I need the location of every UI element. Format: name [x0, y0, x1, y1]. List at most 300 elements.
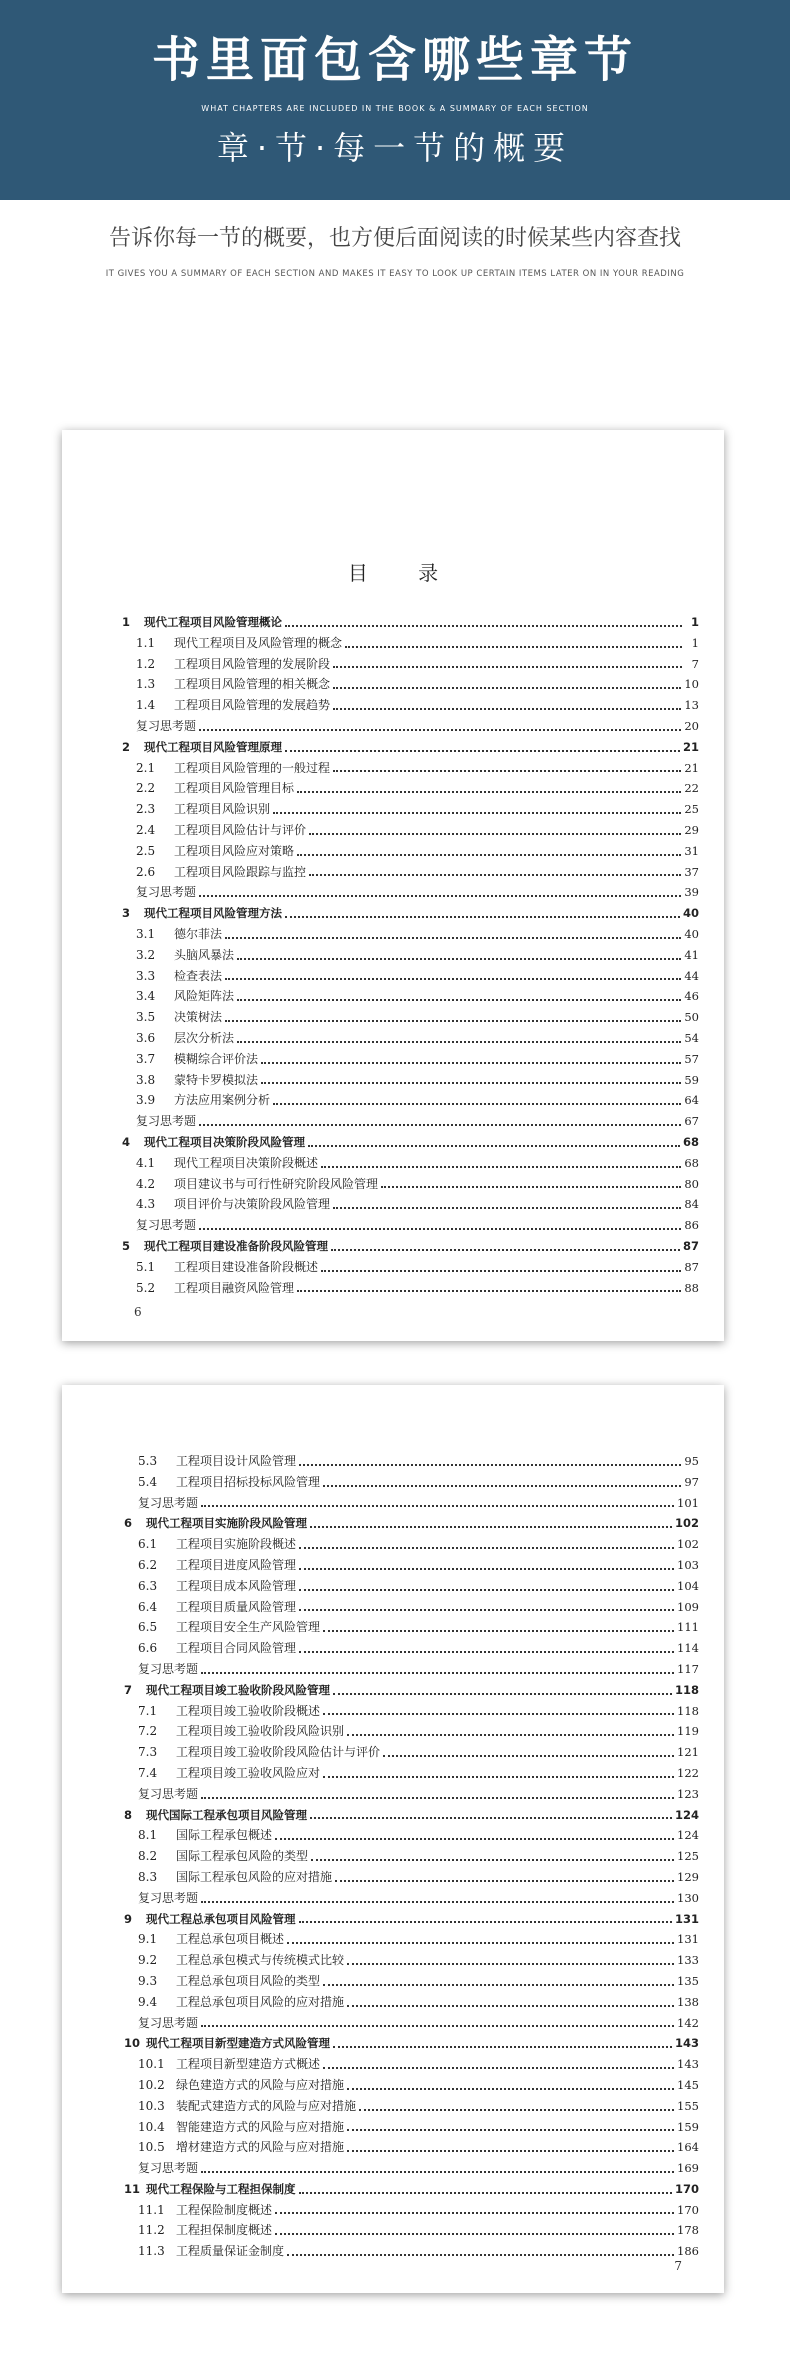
entry-page-number: 145: [677, 2077, 699, 2092]
toc-section-entry: [124, 2137, 699, 2158]
entry-page-number: 41: [684, 947, 699, 962]
entry-page-number: 22: [684, 781, 699, 796]
entry-title: 工程项目招标投标风险管理: [176, 1474, 321, 1489]
entry-number: 9.1: [138, 1932, 158, 1947]
dot-leader: [323, 1776, 674, 1778]
entry-number: 5.2: [136, 1280, 156, 1295]
entry-page-number: 31: [684, 843, 699, 858]
dot-leader: [299, 1921, 672, 1923]
dot-leader: [299, 1568, 674, 1570]
toc-section-entry: [124, 2220, 699, 2241]
entry-title: 工程担保制度概述: [176, 2223, 273, 2238]
entry-number: 3.7: [136, 1051, 156, 1066]
entry-page-number: 159: [677, 2119, 699, 2134]
entry-page-number: 87: [682, 1238, 699, 1253]
entry-page-number: 138: [677, 1994, 699, 2009]
entry-number: 10.2: [138, 2077, 165, 2092]
dot-leader: [333, 666, 682, 668]
dot-leader: [299, 1464, 681, 1466]
dot-leader: [308, 1145, 680, 1147]
banner-subtitle-cn: 章·节·每一节的概要: [216, 129, 574, 167]
entry-title: 风险矩阵法: [174, 989, 235, 1004]
toc-chapter-entry: [124, 1909, 699, 1930]
toc-section-entry: [124, 1846, 699, 1867]
toc-section-entry: [124, 1472, 699, 1493]
entry-title: 现代工程项目风险管理概论: [144, 615, 282, 629]
entry-title: 工程项目风险跟踪与监控: [174, 864, 307, 879]
entry-number: 3.4: [136, 989, 156, 1004]
entry-number: 5.3: [138, 1454, 158, 1468]
dot-leader: [323, 1630, 674, 1632]
dot-leader: [285, 625, 682, 627]
dot-leader: [225, 1020, 681, 1022]
banner-title: 书里面包含哪些章节: [151, 32, 638, 88]
entry-number: 4.3: [136, 1197, 156, 1212]
entry-title: 工程项目建设准备阶段概述: [174, 1259, 319, 1274]
toc-chapter-entry: [122, 1236, 699, 1257]
dot-leader: [333, 770, 681, 772]
entry-number: 3.9: [136, 1093, 156, 1108]
toc-heading: 目 录: [347, 561, 461, 585]
entry-title: 工程项目风险管理的相关概念: [174, 677, 331, 692]
dot-leader: [199, 729, 681, 731]
dot-leader: [299, 1609, 674, 1611]
entry-number: 6.3: [138, 1578, 158, 1593]
entry-number: 10.4: [138, 2119, 165, 2134]
entry-title: 工程项目安全生产风险管理: [176, 1620, 321, 1635]
toc-review-entry: [122, 1111, 699, 1132]
entry-page-number: 39: [684, 885, 699, 900]
toc-section-entry: [124, 1534, 699, 1555]
entry-number: 6.6: [138, 1641, 158, 1656]
entry-number: 3.3: [136, 968, 156, 983]
entry-page-number: 68: [684, 1155, 699, 1170]
dot-leader: [333, 2046, 672, 2048]
entry-number: 5.4: [138, 1474, 158, 1489]
entry-title: 工程项目合同风险管理: [176, 1641, 297, 1656]
entry-page-number: 67: [684, 1114, 699, 1129]
entry-title: 工程总承包项目概述: [176, 1932, 285, 1947]
dot-leader: [345, 646, 682, 648]
toc-section-entry: [122, 778, 699, 799]
entry-page-number: 40: [684, 926, 699, 941]
dot-leader: [299, 1547, 674, 1549]
entry-title: 工程质量保证金制度: [176, 2244, 285, 2259]
entry-number: 3.2: [136, 947, 156, 962]
toc-section-entry: [122, 758, 699, 779]
toc-review-entry: [124, 1493, 699, 1514]
entry-page-number: 130: [677, 1890, 699, 1905]
dot-leader: [287, 1942, 674, 1944]
toc-chapter-entry: [122, 903, 699, 924]
entry-page-number: 131: [674, 1911, 699, 1926]
toc-chapter-entry: [124, 1680, 699, 1701]
toc-list: [124, 1451, 699, 2262]
toc-section-entry: [124, 1929, 699, 1950]
entry-page-number: 122: [677, 1765, 699, 1780]
entry-title: 头脑风暴法: [174, 947, 235, 962]
entry-page-number: 103: [677, 1557, 699, 1572]
banner-subtitle-en: WHAT CHAPTERS ARE INCLUDED IN THE BOOK & A SUMMARY OF EACH SECTION: [201, 104, 589, 113]
entry-number: 10: [124, 2036, 141, 2051]
dot-leader: [261, 1082, 681, 1084]
entry-title: 工程项目融资风险管理: [174, 1280, 295, 1295]
toc-section-entry: [124, 2200, 699, 2221]
entry-title: 现代工程总承包项目风险管理: [146, 1911, 296, 1926]
toc-section-entry: [122, 695, 699, 716]
header-banner: [0, 0, 790, 200]
entry-page-number: 88: [684, 1280, 699, 1295]
entry-number: 2.1: [136, 760, 156, 775]
dot-leader: [311, 1859, 674, 1861]
intro-text-en: IT GIVES YOU A SUMMARY OF EACH SECTION AND MAKES IT EASY TO LOOK UP CERTAIN ITEMS LATER ON IN YOUR READING: [105, 269, 685, 279]
entry-title: 德尔菲法: [174, 926, 223, 941]
toc-chapter-entry: [124, 1513, 699, 1534]
entry-page-number: 114: [677, 1641, 699, 1656]
entry-title: 复习思考题: [136, 885, 197, 900]
entry-title: 工程项目成本风险管理: [176, 1578, 297, 1593]
dot-leader: [199, 1228, 681, 1230]
dot-leader: [299, 1651, 674, 1653]
toc-section-entry: [122, 1049, 699, 1070]
entry-number: 1: [122, 615, 131, 629]
toc-section-entry: [122, 1194, 699, 1215]
entry-title: 工程项目风险估计与评价: [174, 822, 307, 837]
entry-title: 工程总承包项目风险的应对措施: [176, 1994, 345, 2009]
entry-number: 3: [122, 906, 131, 921]
dot-leader: [199, 1124, 681, 1126]
page-number: 6: [134, 1305, 142, 1319]
entry-page-number: 57: [684, 1051, 699, 1066]
dot-leader: [275, 1838, 674, 1840]
dot-leader: [199, 895, 681, 897]
entry-page-number: 164: [677, 2140, 699, 2155]
entry-title: 工程项目竣工验收阶段概述: [176, 1703, 321, 1718]
entry-title: 现代工程项目风险管理方法: [144, 906, 282, 921]
toc-list: [122, 612, 699, 1298]
toc-chapter-entry: [124, 2179, 699, 2200]
entry-page-number: 44: [684, 968, 699, 983]
entry-page-number: 118: [674, 1682, 699, 1697]
toc-review-entry: [124, 2158, 699, 2179]
entry-page-number: 68: [682, 1134, 699, 1149]
dot-leader: [275, 2233, 674, 2235]
entry-page-number: 125: [677, 1849, 699, 1864]
toc-section-entry: [124, 2241, 699, 2262]
dot-leader: [299, 1589, 674, 1591]
entry-page-number: 20: [684, 718, 699, 733]
dot-leader: [309, 833, 681, 835]
entry-page-number: 54: [684, 1030, 699, 1045]
dot-leader: [383, 1755, 674, 1757]
entry-title: 工程项目设计风险管理: [176, 1454, 297, 1468]
toc-section-entry: [122, 1090, 699, 1111]
entry-title: 增材建造方式的风险与应对措施: [176, 2140, 345, 2155]
entry-page-number: 104: [677, 1578, 699, 1593]
dot-leader: [310, 1817, 672, 1819]
entry-title: 工程项目竣工验收风险应对: [176, 1765, 321, 1780]
dot-leader: [310, 1526, 672, 1528]
toc-section-entry: [124, 2117, 699, 2138]
entry-page-number: 131: [677, 1932, 699, 1947]
entry-page-number: 95: [684, 1454, 699, 1468]
toc-section-entry: [124, 1971, 699, 1992]
dot-leader: [347, 2088, 674, 2090]
toc-review-entry: [122, 1215, 699, 1236]
intro-text-cn: 告诉你每一节的概要，也方便后面阅读的时候某些内容查找: [108, 226, 681, 251]
dot-leader: [237, 958, 681, 960]
toc-section-entry: [122, 1070, 699, 1091]
dot-leader: [201, 1505, 674, 1507]
entry-title: 方法应用案例分析: [174, 1093, 271, 1108]
dot-leader: [321, 1166, 681, 1168]
entry-number: 11: [124, 2181, 141, 2196]
toc-chapter-entry: [122, 737, 699, 758]
entry-page-number: 7: [691, 656, 699, 671]
entry-title: 现代工程项目新型建造方式风险管理: [146, 2036, 330, 2051]
toc-section-entry: [124, 1576, 699, 1597]
entry-page-number: 155: [677, 2098, 699, 2113]
toc-chapter-entry: [124, 2033, 699, 2054]
entry-title: 检查表法: [174, 968, 223, 983]
dot-leader: [347, 2150, 674, 2152]
dot-leader: [201, 1672, 674, 1674]
entry-page-number: 133: [677, 1953, 699, 1968]
toc-review-entry: [122, 716, 699, 737]
entry-number: 1.4: [136, 698, 156, 713]
toc-section-entry: [122, 1007, 699, 1028]
dot-leader: [333, 1693, 672, 1695]
entry-page-number: 129: [677, 1869, 699, 1884]
entry-page-number: 86: [684, 1218, 699, 1233]
entry-number: 4.2: [136, 1176, 156, 1191]
entry-page-number: 124: [677, 1828, 699, 1843]
entry-title: 复习思考题: [138, 2161, 199, 2176]
entry-title: 现代工程项目建设准备阶段风险管理: [144, 1238, 328, 1253]
entry-number: 2.5: [136, 843, 156, 858]
entry-number: 5: [122, 1238, 131, 1253]
toc-section-entry: [124, 1825, 699, 1846]
toc-page-1: [62, 430, 724, 1341]
dot-leader: [347, 2005, 674, 2007]
entry-page-number: 29: [684, 822, 699, 837]
entry-page-number: 84: [684, 1197, 699, 1212]
entry-page-number: 101: [677, 1495, 699, 1510]
entry-title: 复习思考题: [138, 2015, 199, 2030]
dot-leader: [201, 1797, 674, 1799]
dot-leader: [297, 791, 681, 793]
entry-number: 8.1: [138, 1828, 158, 1843]
toc-section-entry: [122, 1174, 699, 1195]
toc-review-entry: [122, 882, 699, 903]
toc-section-entry: [124, 2054, 699, 2075]
entry-page-number: 87: [684, 1259, 699, 1274]
entry-page-number: 143: [674, 2036, 699, 2051]
entry-page-number: 119: [677, 1724, 699, 1739]
entry-page-number: 50: [684, 1010, 699, 1025]
entry-page-number: 64: [684, 1093, 699, 1108]
entry-title: 工程项目风险管理的发展阶段: [174, 656, 331, 671]
entry-title: 现代工程项目决策阶段概述: [174, 1155, 319, 1170]
entry-page-number: 109: [677, 1599, 699, 1614]
toc-section-entry: [122, 674, 699, 695]
toc-section-entry: [124, 1638, 699, 1659]
entry-page-number: 142: [677, 2015, 699, 2030]
dot-leader: [331, 1249, 680, 1251]
entry-number: 2: [122, 739, 131, 754]
entry-number: 9.2: [138, 1953, 158, 1968]
entry-title: 模糊综合评价法: [174, 1051, 259, 1066]
entry-page-number: 170: [677, 2202, 699, 2217]
entry-title: 工程项目竣工验收阶段风险识别: [176, 1724, 345, 1739]
toc-page-2: [62, 1385, 724, 2293]
dot-leader: [333, 708, 681, 710]
entry-title: 层次分析法: [174, 1030, 235, 1045]
entry-page-number: 143: [677, 2057, 699, 2072]
entry-title: 国际工程承包风险的应对措施: [176, 1869, 333, 1884]
entry-title: 工程总承包模式与传统模式比较: [176, 1953, 345, 1968]
dot-leader: [299, 2192, 672, 2194]
entry-title: 工程项目新型建造方式概述: [176, 2057, 321, 2072]
toc-chapter-entry: [122, 612, 699, 633]
entry-page-number: 59: [684, 1072, 699, 1087]
entry-page-number: 21: [682, 739, 699, 754]
toc-section-entry: [124, 1701, 699, 1722]
entry-page-number: 186: [677, 2244, 699, 2259]
dot-leader: [297, 1290, 681, 1292]
entry-number: 7: [124, 1682, 133, 1697]
dot-leader: [309, 874, 681, 876]
entry-page-number: 102: [677, 1537, 699, 1552]
entry-page-number: 178: [677, 2223, 699, 2238]
toc-section-entry: [122, 924, 699, 945]
entry-title: 工程项目质量风险管理: [176, 1599, 297, 1614]
toc-review-entry: [124, 1659, 699, 1680]
entry-title: 现代工程项目实施阶段风险管理: [146, 1516, 307, 1531]
dot-leader: [225, 937, 681, 939]
toc-section-entry: [124, 1597, 699, 1618]
entry-title: 复习思考题: [138, 1786, 199, 1801]
entry-number: 7.4: [138, 1765, 158, 1780]
dot-leader: [323, 2067, 674, 2069]
toc-chapter-entry: [122, 1132, 699, 1153]
toc-section-entry: [122, 841, 699, 862]
entry-page-number: 123: [677, 1786, 699, 1801]
entry-page-number: 102: [674, 1516, 699, 1531]
dot-leader: [321, 1270, 681, 1272]
entry-title: 项目评价与决策阶段风险管理: [174, 1197, 331, 1212]
entry-number: 5.1: [136, 1259, 156, 1274]
entry-title: 复习思考题: [136, 1218, 197, 1233]
dot-leader: [285, 750, 680, 752]
dot-leader: [237, 999, 681, 1001]
entry-title: 复习思考题: [138, 1661, 199, 1676]
entry-page-number: 13: [684, 698, 699, 713]
entry-number: 7.2: [138, 1724, 158, 1739]
toc-section-entry: [124, 1555, 699, 1576]
entry-number: 3.8: [136, 1072, 156, 1087]
entry-page-number: 118: [677, 1703, 699, 1718]
dot-leader: [359, 2109, 674, 2111]
entry-page-number: 10: [684, 677, 699, 692]
entry-number: 10.5: [138, 2140, 165, 2155]
entry-number: 8.3: [138, 1869, 158, 1884]
entry-page-number: 117: [677, 1661, 699, 1676]
entry-page-number: 40: [682, 906, 699, 921]
toc-section-entry: [124, 1867, 699, 1888]
dot-leader: [323, 1984, 674, 1986]
dot-leader: [347, 1963, 674, 1965]
dot-leader: [201, 2171, 674, 2173]
dot-leader: [381, 1186, 681, 1188]
entry-number: 1.3: [136, 677, 156, 692]
entry-number: 10.1: [138, 2057, 165, 2072]
toc-section-entry: [122, 799, 699, 820]
entry-page-number: 124: [674, 1807, 699, 1822]
dot-leader: [237, 1041, 681, 1043]
entry-number: 6.4: [138, 1599, 158, 1614]
toc-section-entry: [124, 1742, 699, 1763]
entry-number: 2.3: [136, 802, 156, 817]
entry-title: 绿色建造方式的风险与应对措施: [176, 2077, 345, 2092]
entry-number: 6.1: [138, 1537, 158, 1552]
entry-page-number: 111: [677, 1620, 699, 1635]
toc-section-entry: [122, 986, 699, 1007]
entry-page-number: 1: [690, 615, 699, 629]
entry-number: 2.4: [136, 822, 156, 837]
entry-number: 6.5: [138, 1620, 158, 1635]
entry-number: 8.2: [138, 1849, 158, 1864]
dot-leader: [323, 1713, 674, 1715]
toc-section-entry: [122, 1028, 699, 1049]
entry-title: 复习思考题: [136, 1114, 197, 1129]
entry-title: 复习思考题: [138, 1495, 199, 1510]
entry-number: 9.4: [138, 1994, 158, 2009]
dot-leader: [225, 978, 681, 980]
toc-section-entry: [124, 1721, 699, 1742]
entry-number: 4: [122, 1134, 131, 1149]
entry-number: 2.6: [136, 864, 156, 879]
entry-number: 2.2: [136, 781, 156, 796]
entry-title: 工程项目进度风险管理: [176, 1557, 297, 1572]
entry-title: 工程项目风险管理的发展趋势: [174, 698, 331, 713]
entry-title: 现代国际工程承包项目风险管理: [146, 1807, 307, 1822]
entry-page-number: 97: [684, 1474, 699, 1489]
toc-section-entry: [122, 820, 699, 841]
toc-section-entry: [122, 1257, 699, 1278]
toc-chapter-entry: [124, 1805, 699, 1826]
entry-page-number: 21: [684, 760, 699, 775]
entry-number: 11.1: [138, 2202, 165, 2217]
dot-leader: [285, 916, 680, 918]
toc-review-entry: [124, 1784, 699, 1805]
toc-section-entry: [124, 2096, 699, 2117]
entry-number: 9: [124, 1911, 133, 1926]
entry-number: 4.1: [136, 1155, 156, 1170]
entry-number: 1.1: [136, 635, 156, 650]
dot-leader: [287, 2254, 674, 2256]
entry-title: 工程项目风险识别: [174, 802, 271, 817]
toc-section-entry: [124, 1763, 699, 1784]
entry-title: 蒙特卡罗模拟法: [174, 1072, 259, 1087]
entry-number: 9.3: [138, 1973, 158, 1988]
entry-number: 10.3: [138, 2098, 165, 2113]
entry-title: 现代工程项目风险管理原理: [144, 739, 282, 754]
entry-title: 国际工程承包风险的类型: [176, 1849, 309, 1864]
entry-number: 1.2: [136, 656, 156, 671]
entry-page-number: 170: [674, 2181, 699, 2196]
entry-title: 装配式建造方式的风险与应对措施: [176, 2098, 357, 2113]
